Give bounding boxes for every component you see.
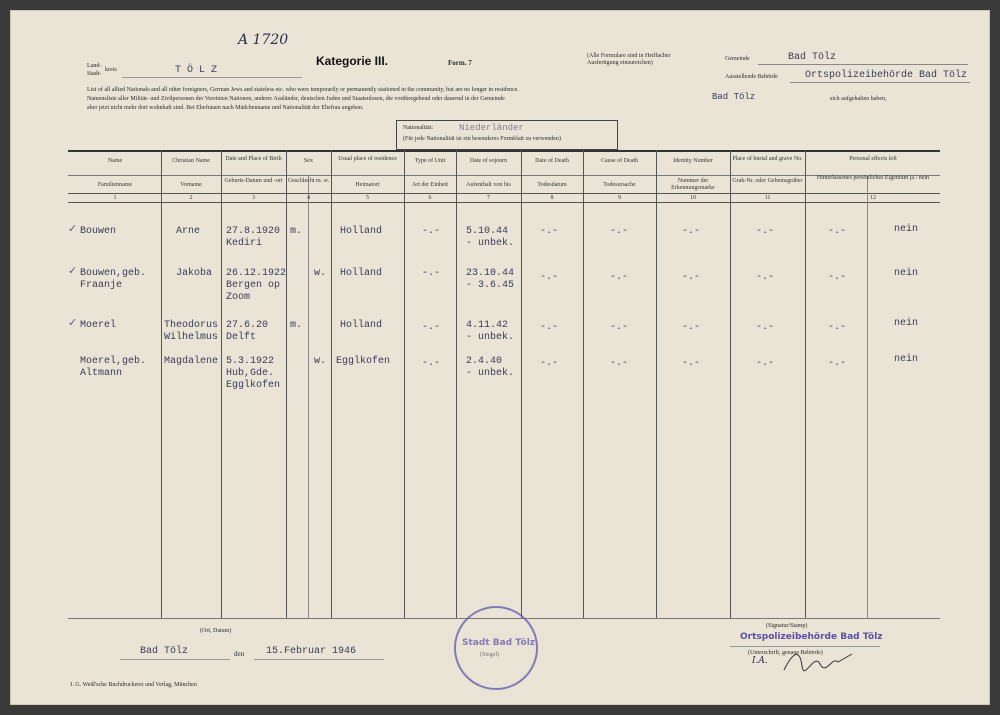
col-line-effects-mid xyxy=(867,175,868,618)
cell-todesdatum: -.- xyxy=(540,226,559,237)
col-header-residence: Usual place of residence xyxy=(338,156,397,162)
cell-grab: -.- xyxy=(756,322,775,333)
cell-name: Bouwen xyxy=(80,226,117,237)
landkreis-label-2: Stadt- xyxy=(87,71,102,77)
col-header-sojourn: Date of sojourn xyxy=(469,158,508,164)
cell-aufenthalt-von: 4.11.42 xyxy=(466,320,509,331)
cell-aufenthalt-bis: - unbek. xyxy=(466,368,515,379)
col-line xyxy=(456,150,457,618)
cell-marke: -.- xyxy=(682,272,701,283)
document-sheet xyxy=(10,10,990,705)
behoerde-rule xyxy=(790,82,970,83)
cell-vorname: Magdalene xyxy=(164,356,219,367)
cell-geburt-ort: Kediri xyxy=(226,238,263,249)
cell-name-2: Altmann xyxy=(80,368,123,379)
cell-eigentum-ja: -.- xyxy=(828,322,847,333)
printer-note: J. G. Weiß'sche Buchdruckerei und Verlag, München xyxy=(70,682,197,688)
cell-vorname: Jakoba xyxy=(176,268,213,279)
cell-grab: -.- xyxy=(756,226,775,237)
cell-name: Bouwen,geb. xyxy=(80,268,147,279)
cell-marke: -.- xyxy=(682,358,701,369)
cell-eigentum: nein xyxy=(894,224,919,235)
col-header-geburt: Geburts-Datum und -ort xyxy=(224,178,283,184)
cell-todesursache: -.- xyxy=(610,358,629,369)
col-header-heimatort: Heimatort xyxy=(355,182,380,188)
copies-note-1: (Alle Formulare sind in Heiffacher xyxy=(587,53,671,59)
col-line xyxy=(161,150,162,618)
check-mark: ✓ xyxy=(68,264,78,277)
cell-einheit: -.- xyxy=(422,358,441,369)
cell-todesursache: -.- xyxy=(610,272,629,283)
datum-rule xyxy=(254,659,384,660)
cell-heimat: Holland xyxy=(340,268,383,279)
intro-german-1-end: sich aufgehalten haben, xyxy=(830,96,887,102)
cell-aufenthalt-von: 2.4.40 xyxy=(466,356,503,367)
cell-eigentum: nein xyxy=(894,268,919,279)
ort-datum-label: (Ort, Datum) xyxy=(200,628,232,634)
cell-grab: -.- xyxy=(756,358,775,369)
cell-geburt-ort: Bergen op xyxy=(226,280,281,291)
ort-value: Bad Tölz xyxy=(140,646,189,657)
col-num: 7 xyxy=(487,195,490,201)
cell-name: Moerel xyxy=(80,320,117,331)
check-mark: ✓ xyxy=(68,222,78,235)
cell-eigentum: nein xyxy=(894,354,919,365)
cell-vorname: Theodorus xyxy=(164,320,219,331)
cell-geburt: 5.3.1922 xyxy=(226,356,275,367)
den-label: den xyxy=(234,650,245,658)
handwritten-signature xyxy=(780,646,860,676)
cell-sex: m. xyxy=(290,226,303,237)
cell-grab: -.- xyxy=(756,272,775,283)
col-header-todesursache: Todesursache xyxy=(603,182,636,188)
cell-sex: m. xyxy=(290,320,303,331)
col-line xyxy=(331,150,332,618)
col-header-christian-name: Christian Name xyxy=(172,158,210,164)
intro-german-1: Namensliste aller Militär- und Zivilpersonen der Vereinten Nationen, anderer Ausländer, deutschen Juden und Staatenlosen, die vorübergehend oder dauernd in der Gemeinde xyxy=(87,96,505,102)
cell-geburt: 27.6.20 xyxy=(226,320,269,331)
cell-todesursache: -.- xyxy=(610,226,629,237)
cell-aufenthalt-bis: - unbek. xyxy=(466,238,515,249)
col-header-marke: Nummer der Erkennungsmarke xyxy=(671,178,715,191)
copies-note-2: Ausfertigung einzureichen) xyxy=(587,60,653,66)
col-num: 9 xyxy=(618,195,621,201)
col-line xyxy=(221,150,222,618)
behoerde-value: Ortspolizeibehörde Bad Tölz xyxy=(805,70,968,81)
intro-german-2: aber jetzt nicht mehr dort wohnhaft sind. Bei Ehefrauen nach Mädchenname und Nationalität der Ehefrau angeben. xyxy=(87,105,364,111)
signature-i-a: I.A. xyxy=(752,656,768,666)
nationality-label: Nationalität: xyxy=(403,125,433,131)
cell-aufenthalt-von: 23.10.44 xyxy=(466,268,515,279)
cell-aufenthalt-bis: - unbek. xyxy=(466,332,515,343)
col-header-geschlecht: Geschlecht m. w. xyxy=(287,178,330,184)
cell-einheit: -.- xyxy=(422,268,441,279)
cell-name: Moerel,geb. xyxy=(80,356,147,367)
check-mark: ✓ xyxy=(68,316,78,329)
cell-heimat: Holland xyxy=(340,320,383,331)
col-header-birth: Date and Place of Birth xyxy=(225,156,282,162)
col-line xyxy=(730,150,731,618)
col-num: 11 xyxy=(764,195,771,201)
cell-einheit: -.- xyxy=(422,322,441,333)
cell-geburt: 26.12.1922 xyxy=(226,268,287,279)
cell-todesdatum: -.- xyxy=(540,358,559,369)
cell-aufenthalt-bis: - 3.6.45 xyxy=(466,280,515,291)
landkreis-label-3: kreis xyxy=(105,67,117,73)
cell-geburt-ort: Hub,Gde. xyxy=(226,368,275,379)
col-header-aufenthalt: Aufenthalt von bis xyxy=(466,182,511,188)
col-line-sex-mid xyxy=(308,175,309,618)
table-colnum-rule xyxy=(68,193,940,194)
unterschrift-label: (Unterschrift, genaue Behörde) xyxy=(748,650,823,656)
cell-vorname: Arne xyxy=(176,226,201,237)
col-header-grab: Grab-Nr. oder Gebeinsgräber xyxy=(732,178,803,184)
cell-geburt-ort-2: Egglkofen xyxy=(226,380,281,391)
gemeinde-rule xyxy=(758,64,968,65)
cell-geburt-ort: Delft xyxy=(226,332,257,343)
cell-todesursache: -.- xyxy=(610,322,629,333)
col-num: 4 xyxy=(307,195,310,201)
col-header-todesdatum: Todesdatum xyxy=(537,182,567,188)
cell-geburt: 27.8.1920 xyxy=(226,226,281,237)
col-header-vorname: Vorname xyxy=(180,182,202,188)
gemeinde-label: Gemeinde xyxy=(725,56,750,62)
siegel-label: (Siegel) xyxy=(480,652,499,658)
cell-eigentum-ja: -.- xyxy=(828,272,847,283)
col-num: 2 xyxy=(189,195,193,201)
nationality-value: Niederländer xyxy=(459,123,524,133)
cell-geburt-ort-2: Zoom xyxy=(226,292,251,303)
cell-eigentum: nein xyxy=(894,318,919,329)
behoerde-label: Ausstellende Behörde xyxy=(725,74,778,80)
col-header-burial: Place of burial and grave No. xyxy=(732,156,803,162)
cell-aufenthalt-von: 5.10.44 xyxy=(466,226,509,237)
col-header-eigentum: Hinterlassenes persönliches Eigentum ja / nein xyxy=(816,175,930,181)
handwritten-reference: A 1720 xyxy=(238,32,289,48)
landkreis-label-1: Land- xyxy=(87,63,102,69)
col-header-unit: Type of Unit xyxy=(414,158,446,164)
col-header-einheit: Art der Einheit xyxy=(412,182,448,188)
form-number: Form. 7 xyxy=(448,59,472,67)
col-header-effects: Personal effects left xyxy=(849,156,897,162)
col-num: 5 xyxy=(366,195,369,201)
cell-marke: -.- xyxy=(682,322,701,333)
col-num: 10 xyxy=(690,195,696,201)
intro-english: List of all allied Nationals and all other foreigners, German Jews and stateless etc. who were temporarily or permanently stationed in the community, but are no longer in residence. xyxy=(87,87,519,93)
official-stamp xyxy=(454,606,538,690)
col-line xyxy=(583,150,584,618)
col-line xyxy=(656,150,657,618)
signature-label: (Signatur/Stamp) xyxy=(766,623,808,629)
form-title: Kategorie III. xyxy=(316,54,389,68)
landkreis-value: T Ö L Z xyxy=(175,65,218,76)
col-line xyxy=(286,150,287,618)
table-colnum-rule-2 xyxy=(68,202,940,203)
cell-vorname-2: Wilhelmus xyxy=(164,332,219,343)
landkreis-rule xyxy=(122,77,302,78)
col-line xyxy=(805,150,806,618)
col-header-name-de: Familienname xyxy=(97,182,133,188)
col-line xyxy=(521,150,522,618)
cell-eigentum-ja: -.- xyxy=(828,226,847,237)
col-header-death-date: Date of Death xyxy=(535,158,569,164)
col-num: 12 xyxy=(870,195,876,201)
ort-rule xyxy=(120,659,230,660)
cell-heimat: Holland xyxy=(340,226,383,237)
col-num: 3 xyxy=(252,195,255,201)
nationality-box xyxy=(396,120,618,150)
gemeinde-value: Bad Tölz xyxy=(788,52,837,63)
col-header-name: Name xyxy=(107,158,123,164)
cell-todesdatum: -.- xyxy=(540,322,559,333)
nationality-note: (Für jede Nationalität ist ein besonderes Formblatt zu verwenden) xyxy=(403,136,561,142)
cell-name-2: Fraanje xyxy=(80,280,123,291)
cell-heimat: Egglkofen xyxy=(336,356,391,367)
col-line xyxy=(404,150,405,618)
table-top-rule xyxy=(68,150,940,152)
stamp-text: Stadt Bad Tölz xyxy=(462,638,536,648)
col-num: 8 xyxy=(550,195,554,201)
col-num: 6 xyxy=(428,195,432,201)
datum-value: 15.Februar 1946 xyxy=(266,646,357,657)
col-num: 1 xyxy=(113,195,117,201)
cell-sex: w. xyxy=(314,268,327,279)
col-header-death-cause: Cause of Death xyxy=(601,158,638,164)
cell-marke: -.- xyxy=(682,226,701,237)
cell-eigentum-ja: -.- xyxy=(828,358,847,369)
intro-german-1-value: Bad Tölz xyxy=(712,92,756,102)
cell-einheit: -.- xyxy=(422,226,441,237)
cell-todesdatum: -.- xyxy=(540,272,559,283)
signature-stamp: Ortspolizeibehörde Bad Tölz xyxy=(740,632,883,642)
col-header-identity: Identity Number xyxy=(673,158,713,164)
col-header-sex: Sex xyxy=(304,158,313,164)
cell-sex: w. xyxy=(314,356,327,367)
